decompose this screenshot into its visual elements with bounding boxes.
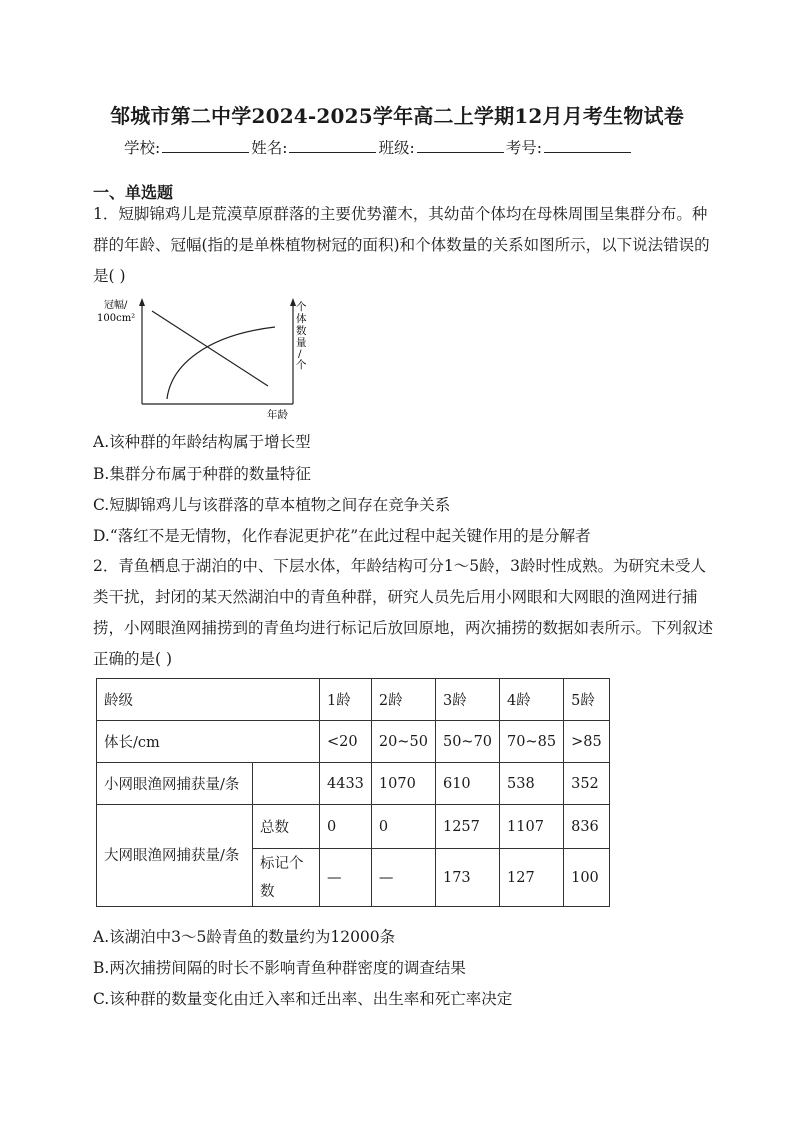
- y-left-label-2: 100cm²: [97, 313, 136, 324]
- total-label: 总数: [253, 805, 320, 849]
- q1-option-c: C.短脚锦鸡儿与该群落的草本植物之间存在竞争关系: [93, 496, 451, 514]
- q2-option-c: C.该种群的数量变化由迁入率和迁出率、出生率和死亡率决定: [93, 990, 513, 1008]
- y-right-char-6: 个: [296, 359, 307, 371]
- exam-number-blank[interactable]: [544, 136, 631, 153]
- table-cell: 1257: [435, 805, 499, 849]
- q1-figure: [95, 297, 325, 422]
- table-cell: 50~70: [435, 721, 499, 763]
- table-cell: 0: [371, 805, 435, 849]
- table-cell: 0: [320, 805, 372, 849]
- q1-option-b: B.集群分布属于种群的数量特征: [93, 465, 311, 483]
- table-row: [97, 721, 610, 763]
- table-cell: 3龄: [435, 679, 499, 721]
- y-right-char-4: 量: [296, 337, 307, 349]
- class-blank[interactable]: [417, 136, 504, 153]
- table-row: [97, 763, 610, 805]
- table-cell: —: [320, 849, 372, 907]
- y-right-char-1: 个: [296, 301, 307, 313]
- y-right-char-2: 体: [296, 313, 307, 325]
- table-cell: 20~50: [371, 721, 435, 763]
- q1-option-a: A.该种群的年龄结构属于增长型: [93, 433, 311, 451]
- y-right-char-5: /: [298, 348, 302, 360]
- table-cell: >85: [564, 721, 610, 763]
- exam-number-label: 考号:: [505, 139, 542, 157]
- q2-data-table: [96, 678, 610, 907]
- q2-option-a: A.该湖泊中3～5龄青鱼的数量约为12000条: [93, 928, 396, 946]
- table-cell: 610: [435, 763, 499, 805]
- table-cell: 4433: [320, 763, 372, 805]
- school-blank[interactable]: [162, 136, 249, 153]
- table-cell: 1龄: [320, 679, 372, 721]
- name-label: 姓名:: [251, 139, 288, 157]
- table-cell: 1107: [500, 805, 564, 849]
- large-net-header: 大网眼渔网捕获量/条: [97, 805, 253, 907]
- student-info-row: [124, 136, 633, 158]
- table-cell: 4龄: [500, 679, 564, 721]
- marked-label: 标记个数: [253, 849, 320, 907]
- table-cell: 352: [564, 763, 610, 805]
- table-row: [97, 679, 610, 721]
- length-header: 体长/cm: [97, 721, 320, 763]
- table-cell: 5龄: [564, 679, 610, 721]
- table-cell: 2龄: [371, 679, 435, 721]
- table-cell: 173: [435, 849, 499, 907]
- question-1-text: 1．短脚锦鸡儿是荒漠草原群落的主要优势灌木，其幼苗个体均在母株周围呈集群分布。种群的年龄、冠幅(指的是单株植物树冠的面积)和个体数量的关系如图所示，以下说法错误的是( ): [93, 205, 710, 285]
- table-cell: 836: [564, 805, 610, 849]
- age-header: 龄级: [97, 679, 320, 721]
- exam-title: 邹城市第二中学2024-2025学年高二上学期12月月考生物试卷: [110, 104, 684, 128]
- y-left-arrow: [139, 298, 145, 306]
- rising-curve: [167, 327, 275, 399]
- class-label: 班级:: [378, 139, 415, 157]
- q2-option-b: B.两次捕捞间隔的时长不影响青鱼种群密度的调查结果: [93, 959, 466, 977]
- table-cell: <20: [320, 721, 372, 763]
- declining-curve: [152, 311, 268, 386]
- table-cell: 127: [500, 849, 564, 907]
- y-right-char-3: 数: [296, 325, 307, 337]
- table-cell: 70~85: [500, 721, 564, 763]
- section-heading: 一、单选题: [93, 183, 174, 202]
- table-cell: —: [371, 849, 435, 907]
- school-label: 学校:: [124, 139, 161, 157]
- table-row: [97, 805, 610, 849]
- question-2-text: 2．青鱼栖息于湖泊的中、下层水体，年龄结构可分1～5龄，3龄时性成熟。为研究未受人类干扰，封闭的某天然湖泊中的青鱼种群，研究人员先后用小网眼和大网眼的渔网进行捕捞，小网眼渔网捕捞到的青鱼均进行标记后放回原地，两次捕捞的数据如表所示。下列叙述正确的是( ): [93, 557, 714, 668]
- x-axis-label: 年龄: [267, 409, 288, 421]
- y-left-label-1: 冠幅/: [104, 300, 128, 311]
- table-cell: 1070: [371, 763, 435, 805]
- small-net-header: 小网眼渔网捕获量/条: [97, 763, 253, 805]
- table-cell: 538: [500, 763, 564, 805]
- name-blank[interactable]: [289, 136, 376, 153]
- table-cell: 100: [564, 849, 610, 907]
- q1-option-d: D.“落红不是无情物，化作春泥更护花”在此过程中起关键作用的是分解者: [93, 527, 591, 545]
